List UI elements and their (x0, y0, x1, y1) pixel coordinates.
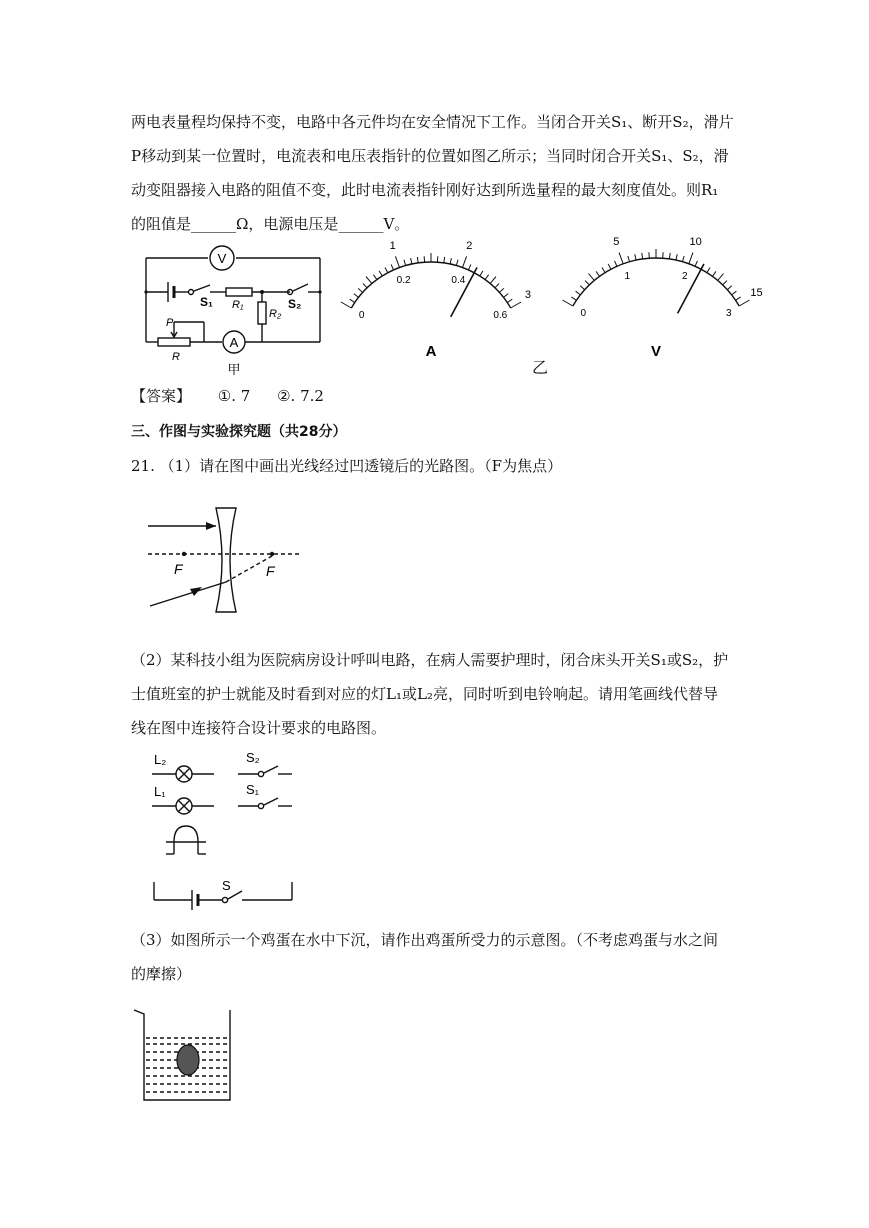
label-call-s2: S₂ (246, 750, 260, 765)
lower-tick-label: 2 (681, 271, 688, 283)
circuit-caption: 甲 (227, 362, 241, 377)
dial-tick (480, 271, 483, 276)
dial-tick (350, 299, 355, 302)
label-s: S (222, 878, 231, 893)
call-circuit-components (146, 748, 306, 922)
meter-unit: A (425, 343, 437, 360)
label-r2: R₂ (269, 308, 282, 320)
dial-tick (391, 264, 393, 269)
dial-tick (723, 281, 727, 285)
dial-tick (499, 288, 503, 292)
upper-tick-label: 2 (466, 239, 473, 252)
dial-tick (669, 253, 670, 259)
dial-tick (602, 267, 605, 272)
ammeter-dial (326, 239, 536, 360)
focus-right-label: F (266, 563, 275, 579)
dial-tick (732, 291, 737, 295)
dial-tick (341, 302, 351, 308)
egg (177, 1045, 199, 1075)
dial-tick (580, 286, 584, 290)
dial-tick (395, 256, 399, 267)
problem-line-1: 两电表量程均保持不变，电路中各元件均在安全情况下工作。当闭合开关S₁、断开S₂，滑片 (131, 113, 734, 131)
meter-unit: V (650, 343, 662, 360)
dial-tick (736, 297, 741, 300)
problem-line-2: P移动到某一位置时，电流表和电压表指针的位置如图乙所示；当同时闭合开关S₁、S₂，滑 (131, 147, 729, 165)
lower-tick-label: 3 (725, 308, 732, 319)
upper-tick-label: 5 (613, 235, 620, 248)
dial-tick (571, 297, 576, 300)
label-p: P (166, 317, 174, 329)
q21-part3-line2: 的摩擦） (131, 965, 192, 983)
problem-line-4: 的阻值是______Ω，电源电压是______V。 (131, 215, 410, 233)
dial-tick (404, 260, 406, 266)
dial-tick (695, 261, 697, 266)
q21-part2-line1: （2）某科技小组为医院病房设计呼叫电路，在病人需要护理时，闭合床头开关S₁或S₂，护 (131, 651, 729, 669)
label-s2: S₂ (288, 297, 302, 311)
upper-tick-label: 15 (750, 287, 763, 299)
dial-tick (450, 258, 451, 264)
label-r: R (172, 351, 180, 363)
label-s1: S₁ (200, 295, 213, 309)
problem-line-3: 动变阻器接入电路的阻值不变，此时电流表指针刚好达到所选量程的最大刻度值处。则R₁ (131, 181, 719, 199)
dial-tick (712, 271, 716, 276)
lower-tick-label: 1 (624, 271, 631, 283)
dial-tick (363, 284, 367, 288)
ammeter-symbol: A (229, 335, 239, 350)
dial-tick (366, 277, 372, 284)
dial-tick (615, 261, 617, 266)
q21-part2-line2: 士值班室的护士就能及时看到对应的灯L₁或L₂亮，同时听到电铃响起。请用笔画线代替导 (131, 685, 718, 703)
dial-tick (490, 277, 496, 284)
answer-label: 【答案】 (131, 387, 192, 405)
focus-left-label: F (174, 561, 183, 577)
voltmeter-symbol: V (217, 251, 227, 266)
dial-tick (462, 256, 466, 267)
dial-tick (727, 286, 731, 290)
voltmeter-dial (546, 235, 766, 360)
q21-part1: 21. （1）请在图中画出光线经过凹透镜后的光路图。（F为焦点） (131, 457, 563, 475)
dial-tick (628, 256, 630, 262)
dial-tick (718, 274, 724, 281)
dial-tick (562, 300, 572, 306)
label-call-s1: S₁ (246, 782, 260, 797)
dial-tick (503, 294, 508, 298)
dial-tick (511, 302, 521, 308)
circuit-diagram (138, 244, 328, 384)
dial-tick (608, 264, 611, 269)
dial-tick (596, 271, 600, 276)
dial-tick (689, 253, 693, 264)
dial-tick (417, 257, 418, 263)
answer-line (131, 386, 324, 406)
dial-tick (589, 274, 595, 281)
dial-tick (739, 300, 749, 306)
section-title: 三、作图与实验探究题（共28分） (131, 424, 347, 440)
concave-lens-figure (140, 498, 310, 622)
upper-tick-label: 1 (389, 239, 396, 252)
dial-tick (576, 291, 581, 295)
lower-tick-label: 0.4 (451, 274, 466, 286)
dial-tick (495, 284, 499, 288)
dial-tick (642, 253, 643, 259)
dial-tick (411, 258, 412, 264)
dial-arc (573, 258, 739, 306)
lower-tick-label: 0.6 (493, 310, 508, 321)
dial-tick (676, 254, 677, 260)
answer-1: ①. 7 (217, 387, 251, 405)
meters-caption: 乙 (532, 358, 549, 377)
dial-tick (707, 267, 710, 272)
dial-tick (485, 275, 489, 280)
upper-tick-label: 3 (524, 289, 532, 301)
dial-tick (507, 299, 512, 302)
label-r1: R₁ (232, 299, 244, 311)
label-l2: L₂ (154, 752, 167, 767)
dial-tick (456, 260, 458, 266)
dial-tick (385, 267, 388, 272)
lower-tick-label: 0.2 (396, 274, 411, 286)
dial-arc (351, 262, 510, 308)
q21-part3-line1: （3）如图所示一个鸡蛋在水中下沉，请作出鸡蛋所受力的示意图。（不考虑鸡蛋与水之间 (131, 931, 719, 949)
q21-part2-line3: 线在图中连接符合设计要求的电路图。 (131, 719, 387, 737)
dial-tick (635, 254, 636, 260)
dial-tick (373, 275, 377, 280)
answer-2: ②. 7.2 (277, 387, 324, 405)
dial-tick (354, 294, 359, 298)
label-l1: L₁ (154, 784, 166, 799)
lower-tick-label: 0 (358, 310, 365, 321)
dial-tick (358, 288, 362, 292)
beaker-egg-figure (130, 1002, 240, 1106)
dial-tick (444, 257, 445, 263)
dial-tick (682, 256, 684, 262)
dial-tick (468, 264, 470, 269)
upper-tick-label: 10 (689, 235, 702, 248)
lower-tick-label: 0 (580, 308, 587, 319)
dial-tick (585, 281, 589, 285)
dial-tick (379, 271, 382, 276)
dial-tick (619, 253, 623, 264)
